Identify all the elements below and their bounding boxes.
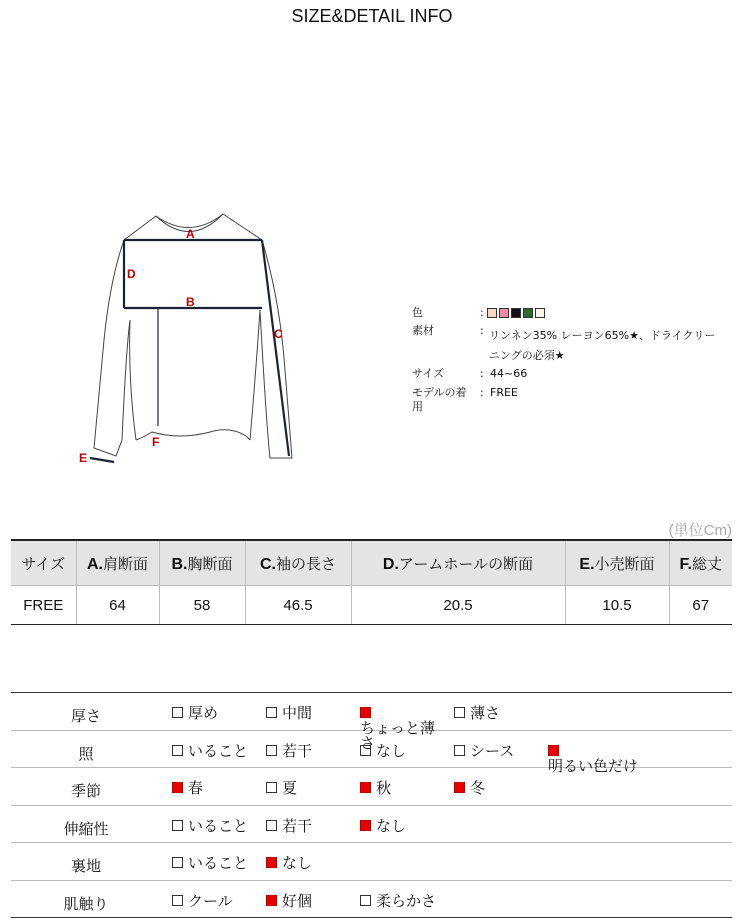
size-table	[11, 539, 732, 625]
attribute-option[interactable]	[172, 781, 260, 796]
attribute-row	[11, 881, 732, 919]
attribute-option[interactable]	[266, 856, 354, 871]
option-label: なし	[282, 854, 313, 872]
option-label: 若干	[282, 741, 313, 760]
header-shoulder: A.肩断面	[76, 540, 159, 586]
attribute-option[interactable]	[172, 816, 260, 835]
unchecked-box-icon[interactable]	[266, 707, 277, 718]
header-length: F.総丈	[669, 540, 732, 586]
attribute-option[interactable]	[360, 816, 448, 835]
option-label: いること	[188, 816, 249, 835]
attribute-option[interactable]	[454, 706, 542, 721]
unchecked-box-icon[interactable]	[360, 745, 371, 756]
attribute-option[interactable]	[360, 891, 448, 910]
unchecked-box-icon[interactable]	[172, 707, 183, 718]
option-label: クール	[188, 891, 233, 910]
attribute-label: 季節	[70, 782, 101, 800]
header-chest: B.胸断面	[159, 540, 245, 586]
attribute-table	[11, 692, 732, 918]
attribute-option[interactable]	[454, 741, 542, 760]
attribute-row	[11, 731, 732, 775]
option-label: ちょっと薄さ	[360, 719, 436, 752]
cell-armhole: 20.5	[351, 586, 565, 625]
option-label: 秋	[376, 779, 392, 797]
label-f: F	[152, 435, 160, 449]
attribute-row	[11, 806, 732, 844]
attribute-option[interactable]	[266, 741, 354, 760]
info-material-value: リンネン35% レーヨン65%★、ドライクリーニングの必須★	[489, 329, 716, 362]
measure-e-line	[90, 458, 114, 462]
label-e: E	[79, 451, 88, 465]
option-label: 厚め	[188, 704, 219, 722]
attribute-option[interactable]	[172, 741, 260, 760]
color-swatch	[511, 308, 521, 318]
unchecked-box-icon[interactable]	[454, 745, 465, 756]
attribute-label: 裏地	[70, 857, 101, 875]
attribute-option[interactable]	[266, 816, 354, 835]
attribute-option[interactable]	[172, 891, 260, 910]
option-label: シース	[470, 741, 515, 760]
checked-box-icon[interactable]	[266, 895, 277, 906]
attribute-option[interactable]	[172, 706, 260, 721]
unchecked-box-icon[interactable]	[172, 895, 183, 906]
garment-diagram	[70, 200, 310, 470]
cell-shoulder: 64	[76, 586, 159, 625]
cell-length: 67	[669, 586, 732, 625]
cell-chest: 58	[159, 586, 245, 625]
attribute-label: 厚さ	[70, 707, 101, 725]
option-label: 夏	[282, 779, 298, 797]
option-label: 柔らかさ	[376, 891, 437, 910]
table-row	[11, 586, 732, 625]
cell-cuff: 10.5	[565, 586, 669, 625]
header-size: サイズ	[11, 540, 76, 586]
attribute-option[interactable]	[360, 781, 448, 796]
option-label: 冬	[470, 779, 486, 797]
option-label: いること	[188, 741, 249, 760]
unchecked-box-icon[interactable]	[266, 820, 277, 831]
unchecked-box-icon[interactable]	[172, 820, 183, 831]
checked-box-icon[interactable]	[266, 857, 277, 868]
unchecked-box-icon[interactable]	[266, 782, 277, 793]
attribute-option[interactable]	[266, 781, 354, 796]
checked-box-icon[interactable]	[172, 782, 183, 793]
option-label: 薄さ	[470, 704, 501, 722]
option-label: いること	[188, 854, 249, 872]
option-label: 明るい色だけ	[548, 756, 639, 775]
info-color-label: 色	[412, 306, 423, 319]
info-color-value: :	[480, 306, 547, 320]
unchecked-box-icon[interactable]	[360, 895, 371, 906]
unchecked-box-icon[interactable]	[172, 857, 183, 868]
attribute-option[interactable]	[454, 781, 542, 796]
attribute-option[interactable]	[360, 741, 448, 760]
attribute-label: 肌触り	[63, 894, 109, 913]
checked-box-icon[interactable]	[360, 820, 371, 831]
info-model-label: モデルの着用	[412, 386, 467, 413]
option-label: 春	[188, 779, 204, 797]
size-table-header	[11, 540, 732, 586]
cell-sleeve: 46.5	[245, 586, 351, 625]
checked-box-icon[interactable]	[360, 782, 371, 793]
label-c: C	[274, 327, 283, 341]
checked-box-icon[interactable]	[454, 782, 465, 793]
checked-box-icon[interactable]	[548, 745, 559, 756]
attribute-row	[11, 843, 732, 881]
attribute-option[interactable]	[266, 706, 354, 721]
unchecked-box-icon[interactable]	[172, 745, 183, 756]
attribute-label: 伸縮性	[63, 819, 109, 838]
unchecked-box-icon[interactable]	[266, 745, 277, 756]
header-sleeve: C.袖の長さ	[245, 540, 351, 586]
attribute-label: 照	[78, 744, 94, 763]
cell-size: FREE	[11, 586, 76, 625]
color-swatch	[523, 308, 533, 318]
attribute-option[interactable]	[172, 856, 260, 871]
option-label: 中間	[282, 704, 313, 722]
info-material-label: 素材	[412, 324, 434, 337]
unchecked-box-icon[interactable]	[454, 707, 465, 718]
color-swatch	[487, 308, 497, 318]
label-a: A	[186, 227, 195, 241]
option-label: なし	[376, 741, 407, 760]
info-size-value: 44~66	[490, 367, 528, 380]
label-d: D	[127, 267, 136, 281]
option-label: 好個	[282, 891, 313, 910]
option-label: なし	[376, 816, 407, 835]
page-title: SIZE&DETAIL INFO	[291, 6, 453, 26]
attribute-row	[11, 768, 732, 806]
header-cuff: E.小売断面	[565, 540, 669, 586]
checked-box-icon[interactable]	[360, 707, 371, 718]
color-swatch	[499, 308, 509, 318]
option-label: 若干	[282, 816, 313, 835]
label-b: B	[186, 295, 195, 309]
unit-label: (単位Cm)	[668, 522, 732, 539]
attribute-option[interactable]	[266, 891, 354, 910]
header-armhole: D.アームホールの断面	[351, 540, 565, 586]
info-model-value: FREE	[490, 386, 518, 399]
info-size-label: サイズ	[412, 367, 445, 380]
measure-c-line	[262, 240, 289, 456]
color-swatch	[535, 308, 545, 318]
